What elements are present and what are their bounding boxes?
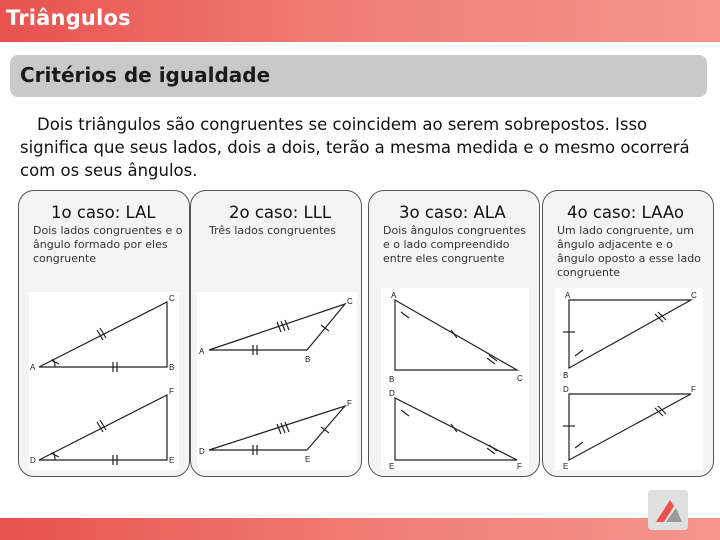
label-f: F	[517, 462, 522, 470]
case-description: Dois ângulos congruentes e o lado compreendido entre eles congruente	[383, 224, 526, 265]
label-b: B	[305, 355, 311, 364]
label-a: A	[199, 347, 205, 356]
ala-diagram	[381, 288, 529, 470]
label-c: C	[169, 294, 175, 303]
label-a: A	[391, 291, 397, 300]
label-f: F	[169, 387, 174, 396]
label-a: A	[30, 363, 36, 372]
label-e: E	[169, 456, 175, 465]
triangle-def	[569, 394, 691, 460]
label-b: B	[169, 363, 175, 372]
geometry-logo-icon	[648, 490, 688, 530]
intro-paragraph: Dois triângulos são congruentes se coincidem ao serem sobrepostos. Isso significa que seus lados, dois a dois, terão a mesma medida e o mesmo ocorrerá com os seus ângulos.	[20, 115, 690, 180]
label-c: C	[691, 291, 697, 300]
triangle-def	[395, 398, 517, 460]
lll-diagram	[197, 292, 357, 470]
label-e: E	[389, 462, 395, 470]
case-description: Dois lados congruentes e o ângulo formado por eles congruente	[33, 224, 183, 265]
page-title: Triângulos	[6, 6, 131, 30]
case-lll-panel	[190, 190, 362, 477]
case-title: 4o caso: LAAo	[567, 203, 684, 222]
label-a: A	[565, 291, 571, 300]
laao-diagram	[555, 288, 703, 470]
footer-bar	[0, 518, 720, 540]
label-d: D	[30, 456, 36, 465]
case-title: 3o caso: ALA	[399, 203, 506, 222]
triangle-abc	[569, 300, 691, 368]
header-bar	[0, 0, 720, 42]
label-f: F	[347, 399, 352, 408]
label-d: D	[389, 389, 395, 398]
case-lal-panel	[18, 190, 190, 477]
case-laao-panel	[542, 190, 714, 477]
label-c: C	[517, 374, 523, 383]
triangle-abc	[39, 302, 167, 367]
label-e: E	[563, 462, 569, 470]
lal-diagram	[29, 292, 179, 470]
label-b: B	[563, 371, 569, 380]
case-title: 1o caso: LAL	[51, 203, 156, 222]
triangle-def	[39, 395, 167, 460]
subtitle-bar	[10, 55, 707, 97]
case-description: Três lados congruentes	[209, 224, 336, 237]
case-ala-panel	[368, 190, 540, 477]
label-d: D	[199, 447, 205, 456]
label-e: E	[305, 455, 311, 464]
triangle-def	[209, 406, 345, 450]
label-b: B	[389, 375, 395, 384]
case-title: 2o caso: LLL	[229, 203, 332, 222]
case-description: Um lado congruente, um ângulo adjacente e o ângulo oposto a esse lado congruente	[557, 224, 701, 279]
section-subtitle: Critérios de igualdade	[20, 63, 271, 87]
label-c: C	[347, 297, 353, 306]
triangle-abc	[395, 300, 517, 370]
label-d: D	[563, 385, 569, 394]
label-f: F	[691, 385, 696, 394]
